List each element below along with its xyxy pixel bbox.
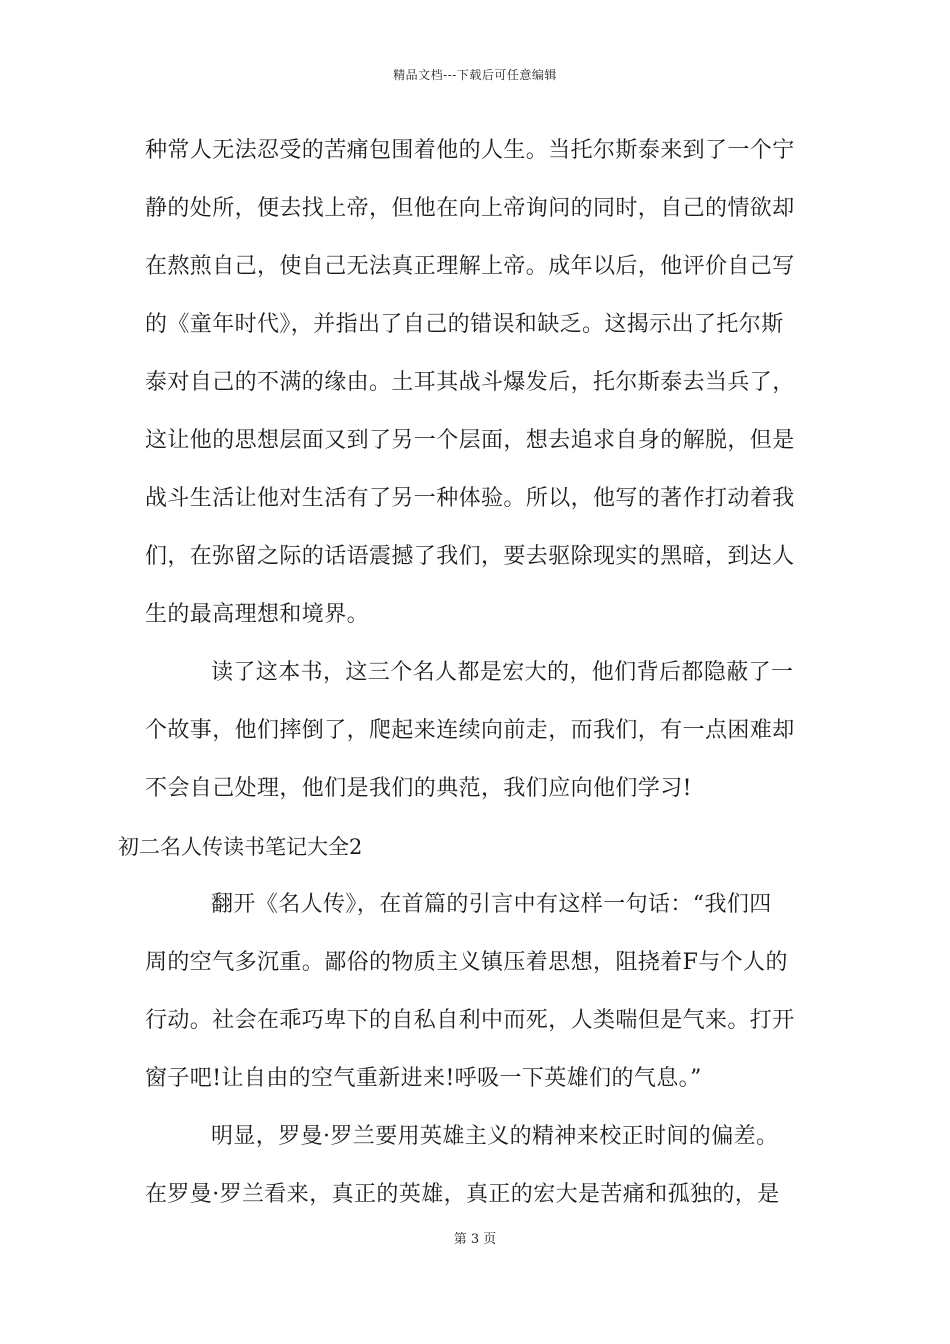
paragraph-first-line: 翻开《名人传》，在首篇的引言中有这样一句话：“我们四 (211, 892, 772, 917)
body-line: 在罗曼·罗兰看来，真正的英雄，真正的宏大是苦痛和孤独的，是 (145, 1182, 780, 1207)
body-line: 战斗生活让他对生活有了另一种体验。所以，他写的著作打动着我 (145, 486, 795, 511)
body-line: 泰对自己的不满的缘由。土耳其战斗爆发后，托尔斯泰去当兵了， (145, 370, 795, 395)
body-line: 的《童年时代》，并指出了自己的错误和缺乏。这揭示出了托尔斯 (145, 312, 784, 337)
document-body (118, 130, 807, 1232)
body-line: 们，在弥留之际的话语震撼了我们，要去驱除现实的黑暗，到达人 (145, 544, 795, 569)
body-line: 窗子吧!让自由的空气重新进来!呼吸一下英雄们的气息。” (145, 1066, 702, 1091)
body-line: 行动。社会在乖巧卑下的自私自利中而死，人类喘但是气来。打开 (145, 1008, 795, 1033)
body-line: 种常人无法忍受的苦痛包围着他的人生。当托尔斯泰来到了一个宁 (145, 138, 795, 163)
body-line: 个故事，他们摔倒了，爬起来连续向前走，而我们，有一点困难却 (145, 718, 795, 743)
body-line: 在熬煎自己，使自己无法真正理解上帝。成年以后，他评价自己写 (145, 254, 795, 279)
page-number: 第 3 页 (453, 1232, 497, 1247)
page-header: 精品文档---下载后可任意编辑 (393, 68, 557, 82)
body-line: 生的最高理想和境界。 (145, 602, 370, 627)
section-heading: 初二名人传读书笔记大全2 (118, 835, 363, 859)
paragraph-first-line: 明显，罗曼·罗兰要用英雄主义的精神来校正时间的偏差。 (211, 1124, 779, 1149)
body-line: 静的处所，便去找上帝，但他在向上帝询问的同时，自己的情欲却 (145, 196, 795, 221)
paragraph-first-line: 读了这本书，这三个名人都是宏大的，他们背后都隐蔽了一 (211, 660, 794, 685)
body-line: 周的空气多沉重。鄙俗的物质主义镇压着思想，阻挠着F与个人的 (145, 950, 788, 975)
body-line: 不会自己处理，他们是我们的典范，我们应向他们学习! (145, 776, 692, 801)
body-line: 这让他的思想层面又到了另一个层面，想去追求自身的解脱，但是 (145, 428, 795, 453)
